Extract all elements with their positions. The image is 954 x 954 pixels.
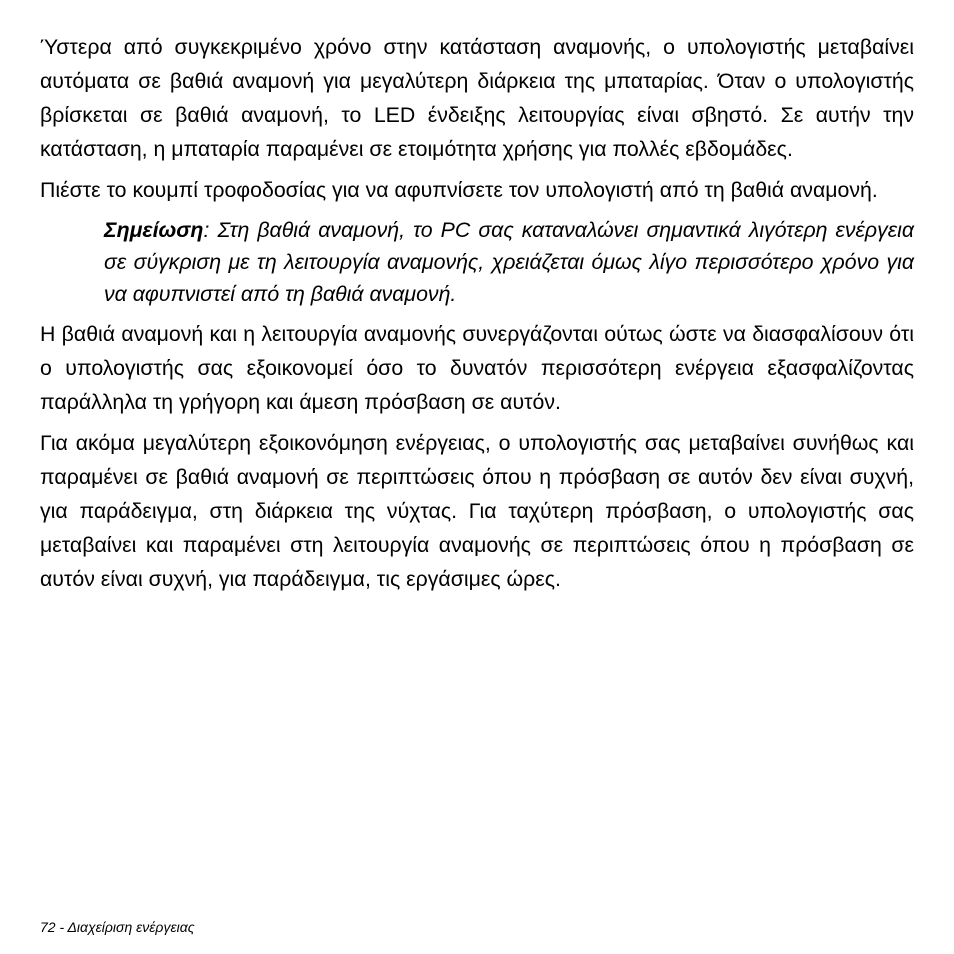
document-body [40,30,914,596]
paragraph-energy-saving: Για ακόμα μεγαλύτερη εξοικονόμηση ενέργειας, ο υπολογιστής σας μεταβαίνει συνήθως και παραμένει σε βαθιά αναμονή σε περιπτώσεις όπου η πρόσβαση σε αυτόν δεν είναι συχνή, για παράδειγμα, στη διάρκεια της νύχτας. Για ταχύτερη πρόσβαση, ο υπολογιστής σας μεταβαίνει και παραμένει στη λειτουργία αναμονής σε περιπτώσεις όπου η πρόσβαση σε αυτόν είναι συχνή, για παράδειγμα, τις εργάσιμες ώρες. [40,431,914,591]
paragraph-standby-cooperation: Η βαθιά αναμονή και η λειτουργία αναμονής συνεργάζονται ούτως ώστε να διασφαλίσουν ότι ο υπολογιστής σας εξοικονομεί όσο το δυνατόν περισσότερη ενέργεια εξασφαλίζοντας παράλληλα τη γρήγορη και άμεση πρόσβαση σε αυτόν. [40,322,914,414]
note-block [104,214,914,310]
paragraph-wake-instruction: Πιέστε το κουμπί τροφοδοσίας για να αφυπνίσετε τον υπολογιστή από τη βαθιά αναμονή. [40,178,878,202]
note-label: Σημείωση [104,218,204,242]
paragraph-deep-standby-intro: Ύστερα από συγκεκριμένο χρόνο στην κατάσταση αναμονής, ο υπολογιστής μεταβαίνει αυτόματα σε βαθιά αναμονή για μεγαλύτερη διάρκεια της μπαταρίας. Όταν ο υπολογιστής βρίσκεται σε βαθιά αναμονή, το LED ένδειξης λειτουργίας είναι σβηστό. Σε αυτήν την κατάσταση, η μπαταρία παραμένει σε ετοιμότητα χρήσης για πολλές εβδομάδες. [40,35,914,161]
note-text: : Στη βαθιά αναμονή, το PC σας καταναλώνει σημαντικά λιγότερη ενέργεια σε σύγκριση με τη λειτουργία αναμονής, χρειάζεται όμως λίγο περισσότερο χρόνο για να αφυπνιστεί από τη βαθιά αναμονή. [104,218,914,306]
page-footer: 72 - Διαχείριση ενέργειας [40,919,195,935]
